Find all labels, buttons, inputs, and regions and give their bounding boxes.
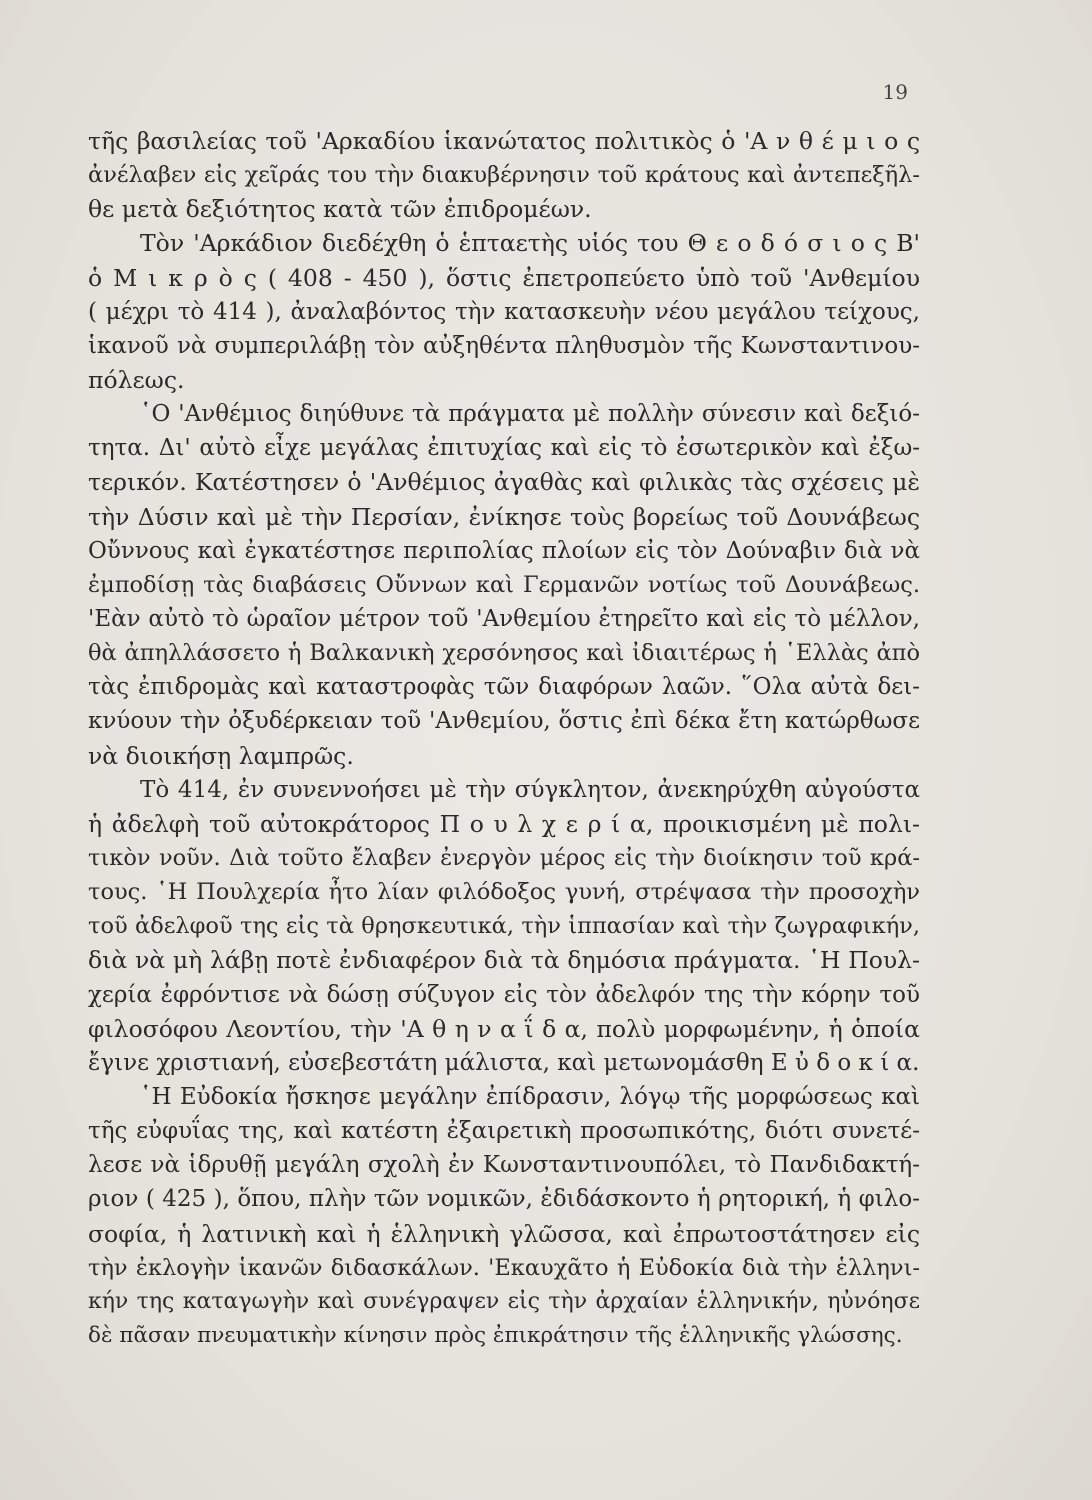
- body-text: [88, 124, 920, 1353]
- text-line: λεσε νὰ ἱδρυθῇ μεγάλη σχολὴ ἐν Κωνσταντινουπόλει, τὸ Πανδιδακτή-: [88, 1152, 920, 1179]
- text-line: τὰς ἐπιδρομὰς καὶ καταστροφὰς τῶν διαφόρων λαῶν. ῞Ολα αὐτὰ δει-: [88, 674, 920, 701]
- text-line: τικὸν νοῦν. Διὰ τοῦτο ἔλαβεν ἐνεργὸν μέρος εἰς τὴν διοίκησιν τοῦ κρά-: [88, 844, 920, 871]
- text-line: ῾Η Εὐδοκία ἤσκησε μεγάλην ἐπίδρασιν, λόγῳ τῆς μορφώσεως καὶ: [140, 1083, 920, 1110]
- text-line: τὴν Δύσιν καὶ μὲ τὴν Περσίαν, ἐνίκησε τοὺς βορείως τοῦ Δουνάβεως: [88, 502, 920, 531]
- text-line: Τὸν 'Αρκάδιον διεδέχθη ὁ ἑπταετὴς υἱός του Θ ε ο δ ό σ ι ο ς Β': [140, 229, 920, 258]
- text-line: σοφία, ἡ λατινικὴ καὶ ἡ ἑλληνικὴ γλῶσσα, καὶ ἐπρωτοστάτησεν εἰς: [88, 1219, 920, 1248]
- text-line: τῆς εὐφυΐας της, καὶ κατέστη ἐξαιρετικὴ προσωπικότης, διότι συνετέ-: [88, 1118, 920, 1145]
- text-line: ὁ Μ ι κ ρ ὸ ς ( 408 - 450 ), ὅστις ἐπετροπεύετο ὑπὸ τοῦ 'Ανθεμίου: [88, 263, 920, 292]
- text-line: θὰ ἀπηλλάσσετο ἡ Βαλκανικὴ χερσόνησος καὶ ἰδιαιτέρως ἡ ῾Ελλὰς ἀπὸ: [88, 640, 920, 667]
- text-line: τὴν ἐκλογὴν ἱκανῶν διδασκάλων. 'Εκαυχᾶτο ἡ Εὐδοκία διὰ τὴν ἑλληνι-: [88, 1254, 920, 1281]
- text-line: ( μέχρι τὸ 414 ), ἀναλαβόντος τὴν κατασκευὴν νέου μεγάλου τείχους,: [88, 298, 920, 325]
- text-line: ἐμποδίσῃ τὰς διαβάσεις Οὔννων καὶ Γερμανῶν νοτίως τοῦ Δουνάβεως.: [88, 571, 920, 598]
- text-line: φιλοσόφου Λεοντίου, τὴν 'Α θ η ν α ΐ δ α, πολὺ μορφωμένην, ἡ ὁποία: [88, 1014, 920, 1043]
- page-number: 19: [882, 80, 908, 104]
- text-line: ἡ ἀδελφὴ τοῦ αὐτοκράτορος Π ο υ λ χ ε ρ ί α, προικισμένη μὲ πολι-: [88, 809, 920, 838]
- text-line: τῆς βασιλείας τοῦ 'Αρκαδίου ἱκανώτατος πολιτικὸς ὁ 'Α ν θ έ μ ι ο ς: [88, 127, 920, 155]
- text-line: ῾Ο 'Ανθέμιος διηύθυνε τὰ πράγματα μὲ πολλὴν σύνεσιν καὶ δεξιό-: [140, 401, 920, 428]
- text-line: ριον ( 425 ), ὅπου, πλὴν τῶν νομικῶν, ἐδιδάσκοντο ἡ ρητορική, ἡ φιλο-: [88, 1186, 920, 1213]
- text-line: ἔγινε χριστιανή, εὐσεβεστάτη μάλιστα, καὶ μετωνομάσθη Ε ὐ δ ο κ ί α.: [88, 1049, 920, 1076]
- text-line: διὰ νὰ μὴ λάβῃ ποτὲ ἐνδιαφέρον διὰ τὰ δημόσια πράγματα. ῾Η Πουλ-: [88, 946, 920, 975]
- text-line: κνύουν τὴν ὀξυδέρκειαν τοῦ 'Ανθεμίου, ὅστις ἐπὶ δέκα ἔτη κατώρθωσε: [88, 708, 920, 735]
- text-line: τους. ῾Η Πουλχερία ἦτο λίαν φιλόδοξος γυνή, στρέψασα τὴν προσοχὴν: [88, 879, 920, 906]
- text-line: θε μετὰ δεξιότητος κατὰ τῶν ἐπιδρομέων.: [88, 195, 592, 224]
- text-line: τερικόν. Κατέστησεν ὁ 'Ανθέμιος ἀγαθὰς καὶ φιλικὰς τὰς σχέσεις μὲ: [88, 468, 920, 497]
- text-line: τητα. Δι' αὐτὸ εἶχε μεγάλας ἐπιτυχίας καὶ εἰς τὸ ἐσωτερικὸν καὶ ἐξω-: [88, 435, 920, 462]
- text-line: χερία ἐφρόντισε νὰ δώσῃ σύζυγον εἰς τὸν ἀδελφόν της τὴν κόρην τοῦ: [88, 981, 920, 1008]
- text-line: ἀνέλαβεν εἰς χεῖράς του τὴν διακυβέρνησιν τοῦ κράτους καὶ ἀντεπεξῆλ-: [88, 162, 920, 189]
- text-line: δὲ πᾶσαν πνευματικὴν κίνησιν πρὸς ἐπικράτησιν τῆς ἑλληνικῆς γλώσσης.: [88, 1322, 903, 1348]
- text-line: πόλεως.: [88, 365, 185, 394]
- text-line: κήν της καταγωγὴν καὶ συνέγραψεν εἰς τὴν ἀρχαίαν ἑλληνικήν, ηὐνόησε: [88, 1288, 920, 1314]
- text-line: ἱκανοῦ νὰ συμπεριλάβῃ τὸν αὐξηθέντα πληθυσμὸν τῆς Κωνσταντινου-: [88, 332, 920, 359]
- text-line: τοῦ ἀδελφοῦ της εἰς τὰ θρησκευτικά, τὴν ἱππασίαν καὶ τὴν ζωγραφικήν,: [88, 913, 920, 940]
- text-line: 'Εὰν αὐτὸ τὸ ὡραῖον μέτρον τοῦ 'Ανθεμίου ἐτηρεῖτο καὶ εἰς τὸ μέλλον,: [88, 605, 920, 632]
- text-line: νὰ διοικήσῃ λαμπρῶς.: [88, 741, 354, 770]
- text-line: Οὔννους καὶ ἐγκατέστησε περιπολίας πλοίων εἰς τὸν Δούναβιν διὰ νὰ: [88, 537, 920, 564]
- text-line: Τὸ 414, ἐν συνεννοήσει μὲ τὴν σύγκλητον, ἀνεκηρύχθη αὐγούστα: [140, 776, 920, 803]
